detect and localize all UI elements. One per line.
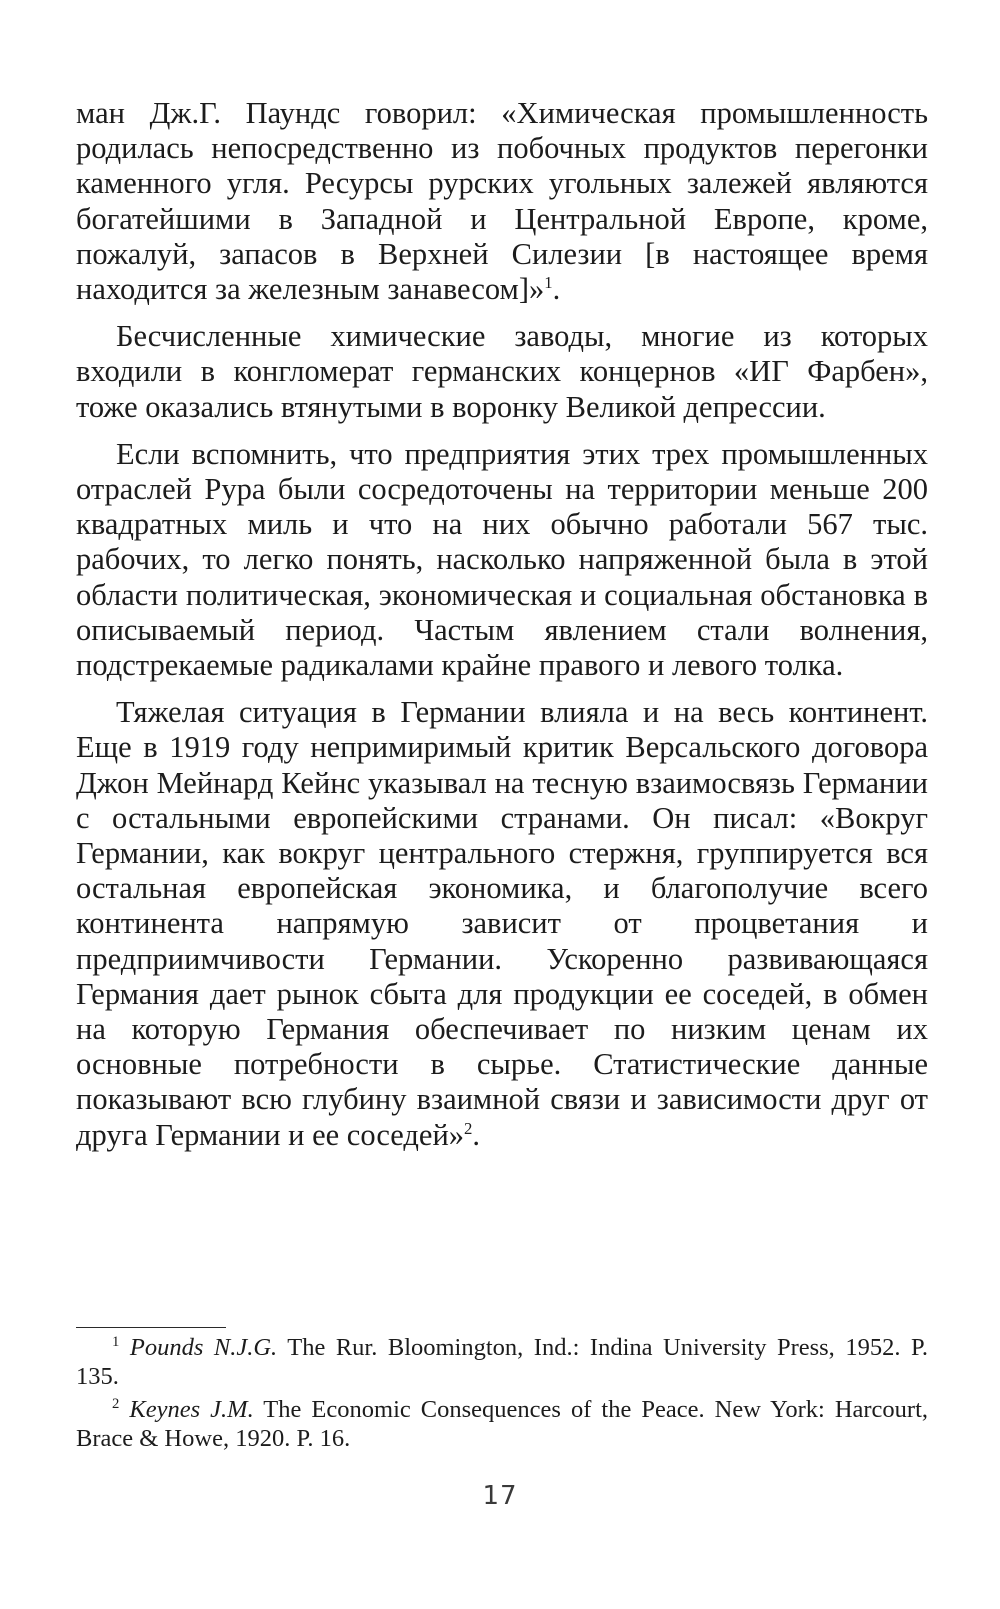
paragraph-text: Если вспомнить, что предприятия этих трех промышленных отраслей Рура были сосредоточены на территории меньше 200 квадратных миль и что на них обычно работали 567 тыс. рабочих, то легко понять, насколько напряженной была в этой области политическая, экономическая и социальная обстановка в описываемый период. Частым явлением стали волнения, подстрекаемые радикалами крайне правого и левого толка. (76, 436, 928, 683)
footnote-number: 1 (112, 1333, 120, 1350)
footnote-divider (76, 1327, 226, 1328)
footnote-text: The Rur. Bloomington, Ind.: Indina University Press, 1952. P. 135. (76, 1334, 928, 1390)
footnote-number: 2 (112, 1395, 120, 1412)
footnote-ref-2[interactable]: 2 (464, 1118, 473, 1138)
footnote-author: Keynes J.M. (129, 1396, 254, 1423)
footnotes (76, 1333, 928, 1453)
paragraph-text: Тяжелая ситуация в Германии влияла и на весь континент. Еще в 1919 году непримиримый критик Версальского договора Джон Мейнард Кейнс указывал на тесную взаимосвязь Германии с остальными европейскими странами. Он писал: «Вокруг Германии, как вокруг центрального стержня, группируется вся остальная европейская экономика, и благополучие всего континента напрямую зависит от процветания и предприимчивости Германии. Ускоренно развивающаяся Германия дает рынок сбыта для продукции ее соседей, в обмен на которую Германия обеспечивает по низким ценам их основные потребности в сырье. Статистические данные показывают всю глубину взаимной связи и зависимости друг от друга Германии и ее соседей» (76, 695, 928, 1152)
page-number: 17 (482, 1481, 518, 1511)
paragraph-tail: . (552, 272, 561, 307)
paragraph-1 (76, 96, 928, 307)
footnote-1 (76, 1333, 928, 1391)
footnote-text: The Economic Consequences of the Peace. New York: Harcourt, Brace & Howe, 1920. P. 16. (76, 1396, 929, 1452)
paragraph-text: ман Дж.Г. Паундс говорил: «Химическая промышленность родилась непосредственно из побочных продуктов перегонки каменного угля. Ресурсы рурских угольных залежей являются богатейшими в Западной и Центральной Европе, кроме, пожалуй, запасов в Верхней Силезии [в настоящее время находится за железным занавесом]» (76, 96, 928, 307)
footnote-author: Pounds N.J.G. (129, 1334, 278, 1361)
footnote-2 (76, 1395, 928, 1453)
paragraph-2 (76, 319, 928, 425)
footnote-ref-1[interactable]: 1 (544, 272, 553, 292)
main-text (76, 96, 928, 1153)
paragraph-3 (76, 437, 928, 683)
page-body (76, 96, 928, 1153)
paragraph-tail: . (472, 1117, 481, 1152)
paragraph-text: Бесчисленные химические заводы, многие из которых входили в конгломерат германских концернов «ИГ Фарбен», тоже оказались втянутыми в воронку Великой депрессии. (76, 319, 928, 424)
paragraph-4 (76, 695, 928, 1153)
